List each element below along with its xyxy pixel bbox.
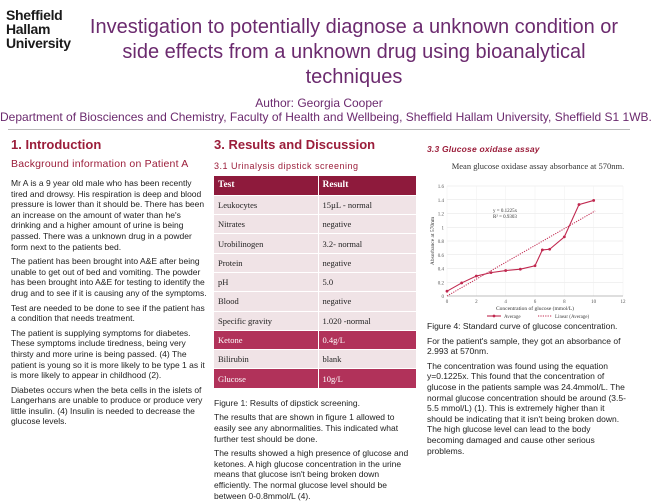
table-row	[214, 215, 416, 234]
glucose-standard-curve-chart	[427, 160, 629, 320]
test-result-cell: 10g/L	[318, 369, 416, 388]
introduction-column	[11, 137, 207, 427]
test-name-cell: Protein	[214, 253, 318, 272]
test-name-cell: Nitrates	[214, 215, 318, 234]
table-row	[214, 272, 416, 291]
table-row	[214, 195, 416, 214]
results-column	[214, 137, 418, 501]
test-result-cell: 3.2- normal	[318, 234, 416, 253]
results-paragraph: The results showed a high presence of glucose and ketones. A high glucose concentration in the urine means that glucose isn't being broken down efficiently. The normal glucose level should be between 0-0.8mmol/L (4).	[214, 448, 409, 501]
table-header-row	[214, 176, 416, 195]
average-data-point	[548, 248, 551, 251]
test-result-cell: 15µL - normal	[318, 195, 416, 214]
results-heading: 3. Results and Discussion	[214, 137, 376, 152]
test-name-cell: Ketone	[214, 330, 318, 349]
chart-title: Mean glucose oxidase assay absorbance at 570nm.	[451, 161, 625, 171]
average-series-line	[447, 200, 594, 291]
average-data-point	[534, 264, 537, 267]
intro-paragraph: The patient is supplying symptoms for diabetes. These symptoms include tiredness, being very thirsty and more urine is being passed. (4) The patient is young so it is more likely to be type 1 as it is more likely to appear in childhood (2).	[11, 327, 205, 381]
figure-1-caption: Figure 1: Results of dipstick screening.	[214, 397, 360, 408]
y-tick-label: 1.6	[437, 185, 444, 190]
test-name-cell: Leukocytes	[214, 195, 318, 214]
trendline-equation: y = 0.1225x	[493, 209, 518, 214]
intro-paragraph: Diabetes occurs when the beta cells in the islets of Langerhans are unable to produce or produce very little insulin. (4) Insulin is needed to decrease the glucose levels.	[11, 384, 203, 427]
test-result-cell: 0.4g/L	[318, 330, 416, 349]
table-row	[214, 311, 416, 330]
y-tick-label: 0.2	[437, 281, 444, 287]
glucose-column	[427, 137, 629, 456]
y-tick-label: 0	[441, 295, 444, 300]
x-tick-label: 2	[475, 300, 478, 305]
table-header-cell: Test	[214, 176, 318, 195]
glucose-paragraph: The concentration was found using the equation y=0.1225x. This found that the concentration of glucose in the patients sample was 24.4mmol/L. The normal glucose concentration should be around (3.5-5.5 mmol/L) (1). This is extremely higher than it should be indicating that it isn't being broken down. The high glucose level can lead to the body becoming damaged and cause other serious problems.	[427, 360, 626, 456]
urinalysis-subheading: 3.1 Urinalysis dipstick screening	[214, 161, 359, 171]
x-tick-label: 12	[620, 300, 626, 305]
figure-4-caption: Figure 4: Standard curve of glucose concentration.	[427, 321, 618, 331]
test-result-cell: negative	[318, 292, 416, 311]
table-row	[214, 253, 416, 272]
background-subheading: Background information on Patient A	[11, 158, 189, 170]
introduction-heading: 1. Introduction	[11, 137, 102, 152]
average-data-point	[541, 249, 544, 252]
intro-paragraph: Mr A is a 9 year old male who has been recently tired and drowsy. His respiration is deep and blood pressure is lower than it should be. There has been an increase on the amount of water than he's drinking and a higher amount of urine is being passed. There was a unknown drug in a powder form next to the patients bed.	[11, 178, 205, 252]
test-result-cell: negative	[318, 253, 416, 272]
test-name-cell: pH	[214, 272, 318, 291]
average-data-point	[504, 269, 507, 272]
x-axis-label: Concentration of glucose (mmol/L)	[495, 306, 575, 312]
average-data-point	[592, 199, 595, 202]
average-data-point	[578, 203, 581, 206]
y-tick-label: 1.2	[437, 212, 444, 218]
average-data-point	[460, 282, 463, 285]
logo-line: Hallam	[6, 21, 51, 37]
table-row	[214, 292, 416, 311]
x-tick-label: 8	[563, 300, 566, 305]
x-tick-label: 6	[533, 300, 537, 305]
table-row	[214, 234, 416, 253]
average-data-point	[519, 268, 522, 271]
table-row	[214, 350, 416, 369]
x-tick-label: 4	[504, 300, 507, 305]
x-tick-label: 10	[591, 300, 597, 305]
x-tick-label: 0	[445, 300, 449, 305]
poster-title: Investigation to potentially diagnose a unknown condition or side effects from a unknown drug using bioanalytical techniques	[89, 16, 619, 88]
trendline	[447, 211, 595, 296]
y-axis-label: Absorbance at 570nm	[430, 216, 436, 266]
university-logo	[6, 8, 78, 50]
y-tick-label: 1.4	[437, 198, 444, 204]
test-name-cell: Glucose	[214, 369, 318, 388]
results-paragraph: The results that are shown in figure 1 allowed to easily see any abnormalities. This indicated what further test should be done.	[214, 412, 399, 444]
logo-line: University	[6, 35, 71, 51]
y-tick-label: 0.4	[437, 267, 444, 273]
legend-trendline-label: Linear (Average)	[555, 315, 590, 320]
y-tick-label: 0.6	[437, 253, 444, 259]
legend-average-label: Average	[504, 315, 521, 320]
test-result-cell: negative	[318, 215, 416, 234]
table-row	[214, 330, 416, 349]
test-name-cell: Urobilinogen	[214, 234, 318, 253]
glucose-assay-heading: 3.3 Glucose oxidase assay	[427, 144, 540, 154]
average-data-point	[446, 290, 449, 293]
header-divider	[8, 129, 630, 130]
test-name-cell: Blood	[214, 292, 318, 311]
legend-average-marker	[493, 315, 496, 318]
department-line: Department of Biosciences and Chemistry, Faculty of Health and Wellbeing, Sheffield Hallam University, Sheffield S1 1WB.	[0, 110, 652, 124]
intro-paragraph: Test are needed to be done to see if the patient has a condition that needs treatment.	[11, 302, 205, 324]
table-row	[214, 369, 416, 388]
test-result-cell: 1.020 -normal	[318, 311, 416, 330]
intro-paragraph: The patient has been brought into A&E after being unable to get out of bed and vomiting. The powder has been brought into A&E for testing to identify the drug and to see if it is causing any of the symptoms.	[11, 256, 207, 298]
test-result-cell: blank	[318, 350, 416, 369]
logo-line: Sheffield	[6, 7, 63, 23]
average-data-point	[475, 275, 478, 278]
average-data-point	[490, 271, 493, 274]
average-data-point	[563, 235, 566, 238]
dipstick-results-table	[214, 176, 416, 389]
glucose-paragraph: For the patient's sample, they got an absorbance of 2.993 at 570nm.	[427, 335, 621, 357]
y-tick-label: 1	[441, 226, 444, 232]
table-header-cell: Result	[318, 176, 416, 195]
author-line: Author: Georgia Cooper	[255, 96, 383, 110]
chart-svg	[427, 160, 629, 320]
test-name-cell: Bilirubin	[214, 350, 318, 369]
r-squared-label: R² = 0.9303	[493, 215, 517, 220]
test-name-cell: Specific gravity	[214, 311, 318, 330]
y-tick-label: 0.8	[437, 240, 444, 245]
test-result-cell: 5.0	[318, 272, 416, 291]
